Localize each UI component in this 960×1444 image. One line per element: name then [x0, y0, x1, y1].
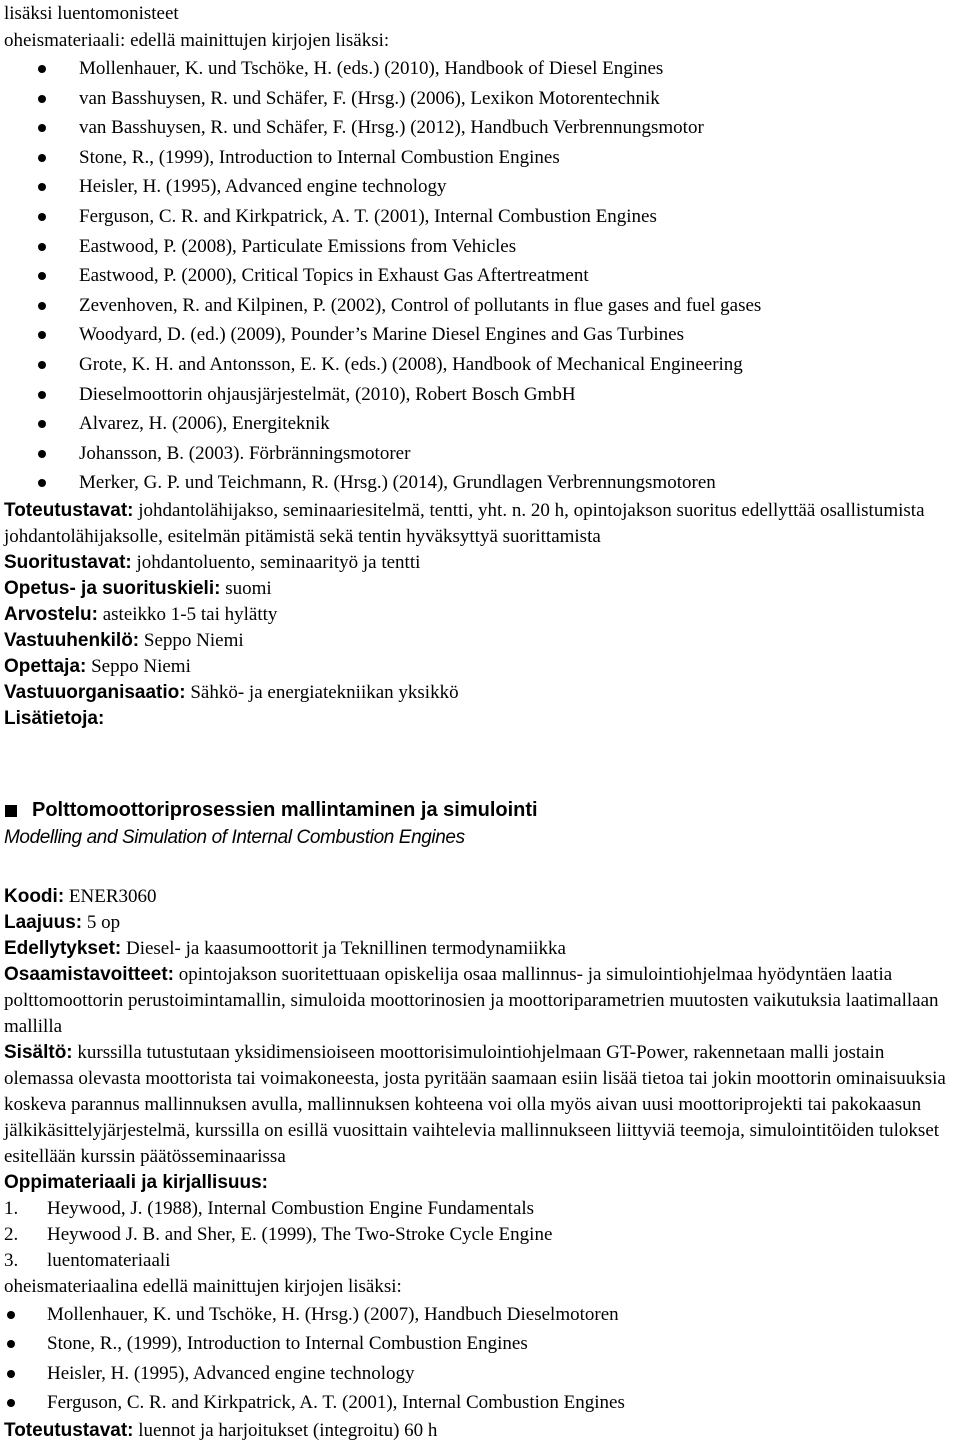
list-item: Johansson, B. (2003). Förbränningsmotorer [4, 439, 956, 469]
field-label: Toteutustavat: [4, 499, 134, 521]
list-item: Merker, G. P. und Teichmann, R. (Hrsg.) (2014), Grundlagen Verbrennungsmotoren [4, 468, 956, 498]
course-subtitle: Modelling and Simulation of Internal Combustion Engines [4, 826, 465, 848]
list-item [4, 1248, 956, 1274]
list-item: van Basshuysen, R. und Schäfer, F. (Hrsg.) (2006), Lexikon Motorentechnik [4, 84, 956, 114]
field-value: opintojakson suoritettuaan opiskelija osaa mallinnus- ja simulointiohjelmaa hyödyntäen laatia polttomoottorin perustoimintamallin, simuloida moottorinosien ja moottoriparametrien muutosten vaikutuksia laatimallaan mallilla [4, 963, 939, 1037]
field-label: Sisältö: [4, 1041, 73, 1063]
field-label: Lisätietoja: [4, 707, 105, 729]
list-item: Eastwood, P. (2008), Particulate Emissions from Vehicles [4, 232, 956, 262]
field-lisatietoja [4, 706, 956, 732]
field-toteutustavat [4, 498, 956, 550]
field-label: Vastuuhenkilö: [4, 629, 140, 651]
list-number: 3. [4, 1249, 19, 1271]
field-osaamistavoitteet [4, 962, 956, 1040]
list-item: Grote, K. H. and Antonsson, E. K. (eds.) (2008), Handbook of Mechanical Engineering [4, 350, 956, 380]
square-bullet-icon [5, 805, 17, 817]
field-suoritustavat [4, 550, 956, 576]
field-edellytykset [4, 936, 956, 962]
list-item: Zevenhoven, R. and Kilpinen, P. (2002), Control of pollutants in flue gases and fuel gases [4, 291, 956, 321]
field-koodi [4, 884, 956, 910]
field-value: suomi [225, 577, 272, 599]
list-item: Ferguson, C. R. and Kirkpatrick, A. T. (2001), Internal Combustion Engines [4, 1388, 956, 1418]
list-text: luentomateriaali [47, 1249, 171, 1271]
field-label: Suoritustavat: [4, 551, 132, 573]
field-value: Seppo Niemi [143, 629, 244, 651]
list-item: Heisler, H. (1995), Advanced engine technology [4, 1359, 956, 1389]
field-label: Edellytykset: [4, 937, 122, 959]
field-label: Vastuuorganisaatio: [4, 681, 186, 703]
field-label: Toteutustavat: [4, 1419, 134, 1441]
field-value: Seppo Niemi [91, 655, 191, 677]
field-oppimateriaali [4, 1170, 956, 1196]
list-number: 1. [4, 1197, 19, 1219]
reference-list [4, 54, 956, 498]
field-value: johdantolähijakso, seminaariesitelmä, tentti, yht. n. 20 h, opintojakson suoritus edellyttää osallistumista johdantolähijaksolle, esitelmän pitämistä sekä tentin hyväksyttyä suorittamista [4, 499, 925, 547]
course-title [4, 797, 956, 823]
field-label: Opettaja: [4, 655, 87, 677]
list-text: Heywood J. B. and Sher, E. (1999), The Two-Stroke Cycle Engine [47, 1223, 553, 1245]
field-label: Laajuus: [4, 911, 83, 933]
field-toteutustavat [4, 1418, 956, 1444]
list-number: 2. [4, 1223, 19, 1245]
field-value: johdantoluento, seminaarityö ja tentti [136, 551, 421, 573]
list-item: Stone, R., (1999), Introduction to Internal Combustion Engines [4, 143, 956, 173]
field-value: kurssilla tutustutaan yksidimensioiseen moottorisimulointiohjelmaan GT-Power, rakennetaan malli jostain olemassa olevasta moottorista tai voimakoneesta, josta pyritään saamaan esiin lisää tietoa tai jokin moottorin ominaisuuksia koskeva parannus mallinnuksen avulla, mallinnuksen kohteena voi olla myös aivan uusi moottoriprojekti tai pakokaasun jälkikäsittelyjärjestelmä, kurssilla on esillä vuosittain vaihtelevia mallinnukseen liittyviä teemoja, simulointitöiden tulokset esitellään kurssin päätösseminaarissa [4, 1041, 946, 1167]
text-line: oheismateriaali: edellä mainittujen kirjojen lisäksi: [4, 30, 390, 51]
list-item: van Basshuysen, R. und Schäfer, F. (Hrsg.) (2012), Handbuch Verbrennungsmotor [4, 113, 956, 143]
list-item: Alvarez, H. (2006), Energiteknik [4, 409, 956, 439]
reference-list [4, 1300, 956, 1418]
field-label: Osaamistavoitteet: [4, 963, 175, 985]
field-value: luennot ja harjoitukset (integroitu) 60 h [138, 1419, 438, 1441]
list-item [4, 1222, 956, 1248]
field-vastuuhenkilo [4, 628, 956, 654]
field-label: Oppimateriaali ja kirjallisuus: [4, 1171, 268, 1193]
field-laajuus [4, 910, 956, 936]
field-label: Arvostelu: [4, 603, 98, 625]
list-item: Woodyard, D. (ed.) (2009), Pounder’s Marine Diesel Engines and Gas Turbines [4, 320, 956, 350]
field-kieli [4, 576, 956, 602]
list-item: Ferguson, C. R. and Kirkpatrick, A. T. (2001), Internal Combustion Engines [4, 202, 956, 232]
field-label: Koodi: [4, 885, 65, 907]
list-item: Eastwood, P. (2000), Critical Topics in Exhaust Gas Aftertreatment [4, 261, 956, 291]
field-value: asteikko 1-5 tai hylätty [102, 603, 278, 625]
list-item: Mollenhauer, K. und Tschöke, H. (eds.) (2010), Handbook of Diesel Engines [4, 54, 956, 84]
text-line: oheismateriaalina edellä mainittujen kirjojen lisäksi: [4, 1275, 402, 1297]
list-item: Dieselmoottorin ohjausjärjestelmät, (2010), Robert Bosch GmbH [4, 380, 956, 410]
list-item: Mollenhauer, K. und Tschöke, H. (Hrsg.) (2007), Handbuch Dieselmotoren [4, 1300, 956, 1330]
field-value: Sähkö- ja energiatekniikan yksikkö [190, 681, 459, 703]
list-item: Stone, R., (1999), Introduction to Internal Combustion Engines [4, 1329, 956, 1359]
document-page [4, 0, 956, 1444]
field-label: Opetus- ja suorituskieli: [4, 577, 221, 599]
numbered-list [4, 1196, 956, 1274]
field-value: ENER3060 [68, 885, 157, 907]
field-sisalto [4, 1040, 956, 1170]
list-item [4, 1196, 956, 1222]
course-title-text: Polttomoottoriprosessien mallintaminen ja simulointi [32, 798, 538, 821]
list-item: Heisler, H. (1995), Advanced engine technology [4, 172, 956, 202]
field-vastuuorganisaatio [4, 680, 956, 706]
list-text: Heywood, J. (1988), Internal Combustion Engine Fundamentals [47, 1197, 535, 1219]
text-line: lisäksi luentomonisteet [4, 3, 179, 24]
field-value: Diesel- ja kaasumoottorit ja Teknillinen termodynamiikka [125, 937, 566, 959]
field-opettaja [4, 654, 956, 680]
field-arvostelu [4, 602, 956, 628]
field-value: 5 op [86, 911, 121, 933]
